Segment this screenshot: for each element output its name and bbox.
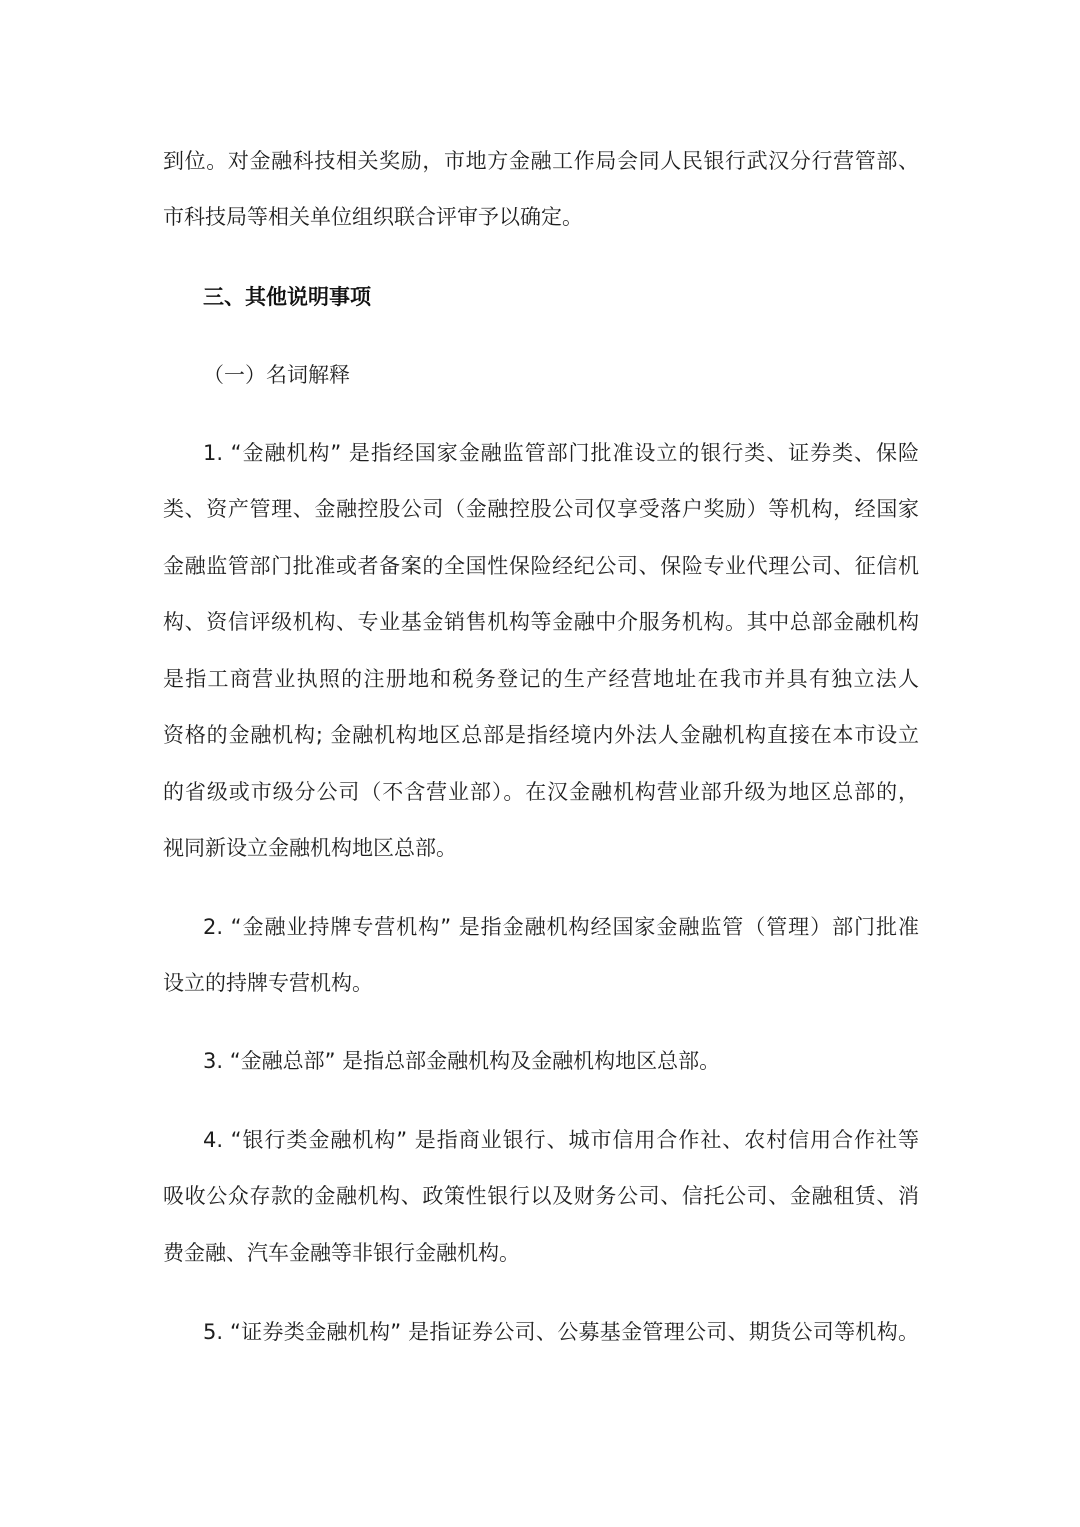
list-item-line: 设立的持牌专营机构。 xyxy=(163,971,373,995)
list-item-line: 的省级或市级分公司（不含营业部）。在汉金融机构营业部升级为地区总部的， xyxy=(163,780,919,804)
list-item-line: 4. “银行类金融机构” 是指商业银行、城市信用合作社、农村信用合作社等 xyxy=(203,1128,919,1152)
list-item-line: 类、资产管理、金融控股公司（金融控股公司仅享受落户奖励）等机构，经国家 xyxy=(163,497,919,521)
list-item-line: 构、资信评级机构、专业基金销售机构等金融中介服务机构。其中总部金融机构 xyxy=(163,610,919,634)
subsection-heading: （一）名词解释 xyxy=(203,363,350,387)
list-item-line: 5. “证券类金融机构” 是指证券公司、公募基金管理公司、期货公司等机构。 xyxy=(203,1320,919,1344)
list-item-line: 金融监管部门批准或者备案的全国性保险经纪公司、保险专业代理公司、征信机 xyxy=(163,554,919,578)
list-item-line: 资格的金融机构; 金融机构地区总部是指经境内外法人金融机构直接在本市设立 xyxy=(163,723,919,747)
list-item-line: 3. “金融总部” 是指总部金融机构及金融机构地区总部。 xyxy=(203,1049,721,1073)
paragraph-line: 到位。对金融科技相关奖励，市地方金融工作局会同人民银行武汉分行营管部、 xyxy=(163,149,919,173)
section-heading: 三、其他说明事项 xyxy=(203,285,371,309)
paragraph-line: 市科技局等相关单位组织联合评审予以确定。 xyxy=(163,205,583,229)
list-item-line: 视同新设立金融机构地区总部。 xyxy=(163,836,457,860)
list-item-line: 是指工商营业执照的注册地和税务登记的生产经营地址在我市并具有独立法人 xyxy=(163,667,919,691)
list-item-line: 吸收公众存款的金融机构、政策性银行以及财务公司、信托公司、金融租赁、消 xyxy=(163,1184,919,1208)
list-item-line: 2. “金融业持牌专营机构” 是指金融机构经国家金融监管（管理）部门批准 xyxy=(203,915,919,939)
list-item-line: 费金融、汽车金融等非银行金融机构。 xyxy=(163,1241,520,1265)
list-item-line: 1. “金融机构” 是指经国家金融监管部门批准设立的银行类、证券类、保险 xyxy=(203,441,919,465)
